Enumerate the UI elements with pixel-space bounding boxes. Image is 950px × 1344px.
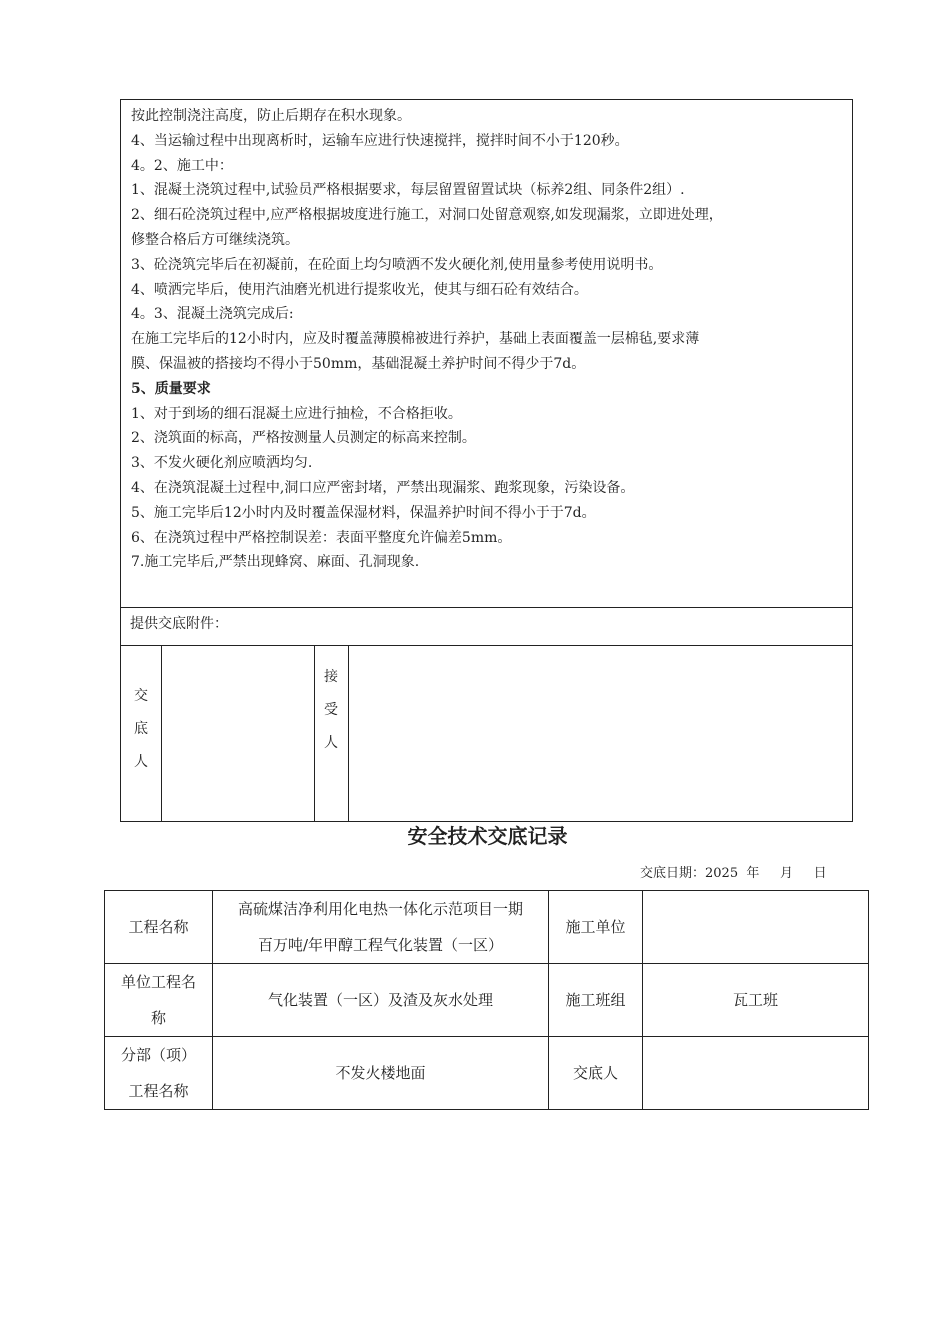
content-line: 4、在浇筑混凝土过程中,洞口应严密封堵，严禁出现漏浆、跑浆现象，污染设备。: [131, 479, 635, 496]
content-line: 膜、保温被的搭接均不得小于50mm，基础混凝土养护时间不得少于7d。: [131, 355, 586, 372]
content-lines: [121, 100, 852, 575]
content-line: 1、对于到场的细石混凝土应进行抽检，不合格拒收。: [131, 405, 462, 422]
content-line: 4、当运输过程中出现离析时，运输车应进行快速搅拌，搅拌时间不小于120秒。: [131, 132, 629, 149]
divider: [348, 646, 349, 821]
unit-project-label: 单位工程名 称: [105, 964, 213, 1037]
project-name-value: 高硫煤洁净利用化电热一体化示范项目一期 百万吨/年甲醇工程气化装置（一区）: [213, 891, 549, 964]
content-line: 5、质量要求: [131, 380, 211, 397]
handover-person-value: [643, 1037, 869, 1110]
content-line: 5、施工完毕后12小时内及时覆盖保湿材料，保温养护时间不得小于于7d。: [131, 504, 596, 521]
attachments-label: 提供交底附件：: [130, 616, 228, 632]
unit-project-value: 气化装置（一区）及渣及灰水处理: [213, 964, 549, 1037]
sub-project-label: 分部（项） 工程名称: [105, 1037, 213, 1110]
team-value: 瓦工班: [643, 964, 869, 1037]
content-line: 2、浇筑面的标高，严格按测量人员测定的标高来控制。: [131, 430, 476, 447]
content-line: 在施工完毕后的12小时内，应及时覆盖薄膜棉被进行养护，基础上表面覆盖一层棉毡,要求薄: [131, 331, 700, 348]
content-line: 4。2、施工中：: [131, 157, 233, 174]
project-name-label: 工程名称: [105, 891, 213, 964]
page-title: 安全技术交底记录: [407, 824, 568, 848]
giver-label: 交 底 人: [134, 688, 148, 770]
sub-project-value: 不发火楼地面: [213, 1037, 549, 1110]
content-line: 3、不发火硬化剂应喷洒均匀.: [131, 455, 313, 472]
content-line: 6、在浇筑过程中严格控制误差：表面平整度允许偏差5mm。: [131, 529, 512, 546]
record-info-table: [104, 890, 869, 1110]
content-line: 4。3、混凝土浇筑完成后:: [131, 306, 294, 323]
signature-row: [120, 645, 853, 822]
content-line: 修整合格后方可继续浇筑。: [131, 231, 299, 248]
team-label: 施工班组: [549, 964, 643, 1037]
content-line: 7.施工完毕后,严禁出现蜂窝、麻面、孔洞现象.: [131, 554, 420, 571]
content-line: 2、细石砼浇筑过程中,应严格根据坡度进行施工，对洞口处留意观察,如发现漏浆，立即进处理，: [131, 207, 723, 224]
content-line: 1、混凝土浇筑过程中,试验员严格根据要求，每层留置留置试块（标养2组、同条件2组）.: [131, 182, 685, 199]
content-line: 3、砼浇筑完毕后在初凝前，在砼面上均匀喷洒不发火硬化剂,使用量参考使用说明书。: [131, 256, 663, 273]
content-line: 按此控制浇注高度，防止后期存在积水现象。: [131, 108, 411, 124]
handover-date: 交底日期：2025 年 月 日: [640, 866, 827, 881]
attachments-row: [120, 607, 853, 646]
construction-unit-value: [643, 891, 869, 964]
construction-unit-label: 施工单位: [549, 891, 643, 964]
technical-content-box: [120, 99, 853, 608]
divider: [161, 646, 162, 821]
receiver-label: 接 受 人: [324, 669, 338, 751]
divider: [314, 646, 315, 821]
content-line: 4、喷洒完毕后，使用汽油磨光机进行提浆收光，使其与细石砼有效结合。: [131, 281, 588, 298]
handover-person-label: 交底人: [549, 1037, 643, 1110]
